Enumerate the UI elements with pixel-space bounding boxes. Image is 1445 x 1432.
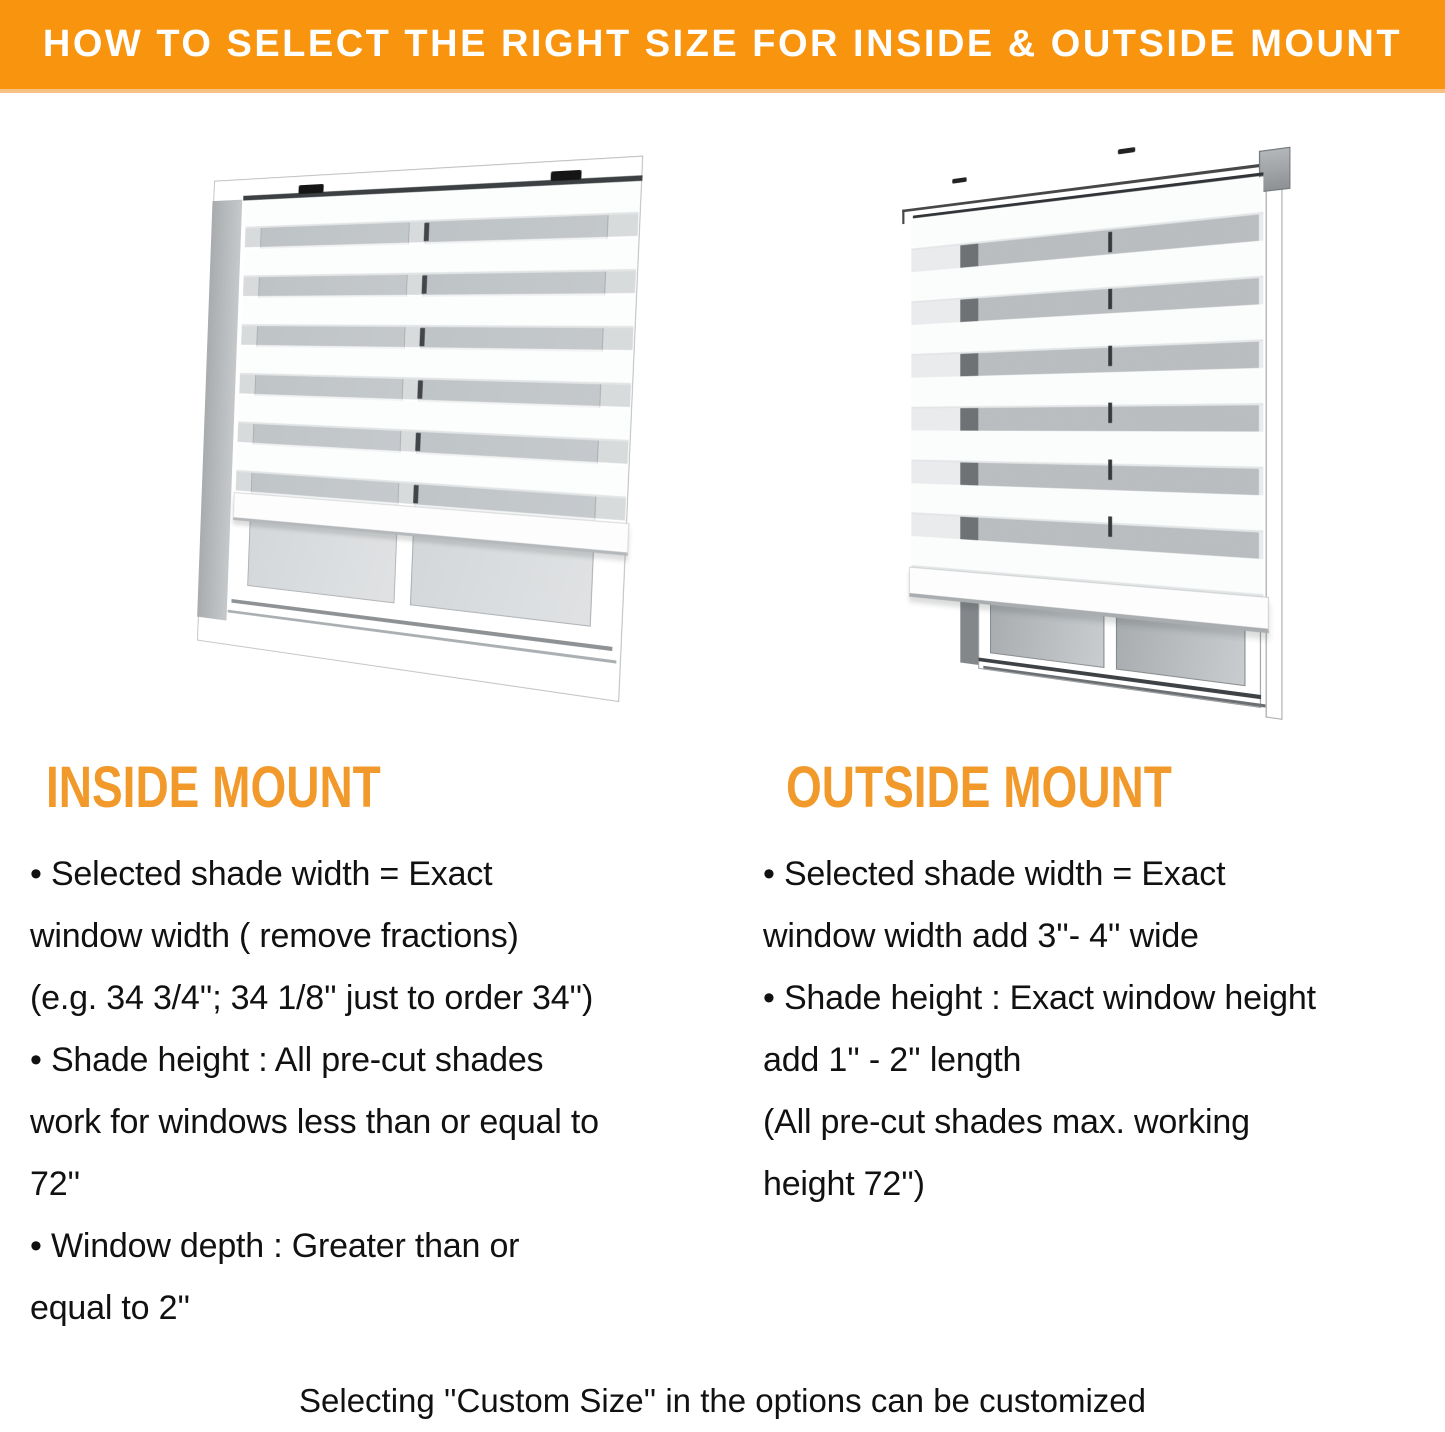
bullet-line: window width add 3''- 4'' wide (763, 917, 1199, 955)
screw-icon (1118, 147, 1136, 155)
bullet-line: • Selected shade width = Exact (763, 855, 1226, 893)
bullet-line: • Shade height : All pre-cut shades (30, 1041, 544, 1079)
window-side-trim (1266, 163, 1283, 720)
inside-mount-heading: INSIDE MOUNT (46, 753, 381, 820)
bullet-line: • Shade height : Exact window height (763, 979, 1316, 1017)
bullet-line: add 1'' - 2'' length (763, 1041, 1022, 1079)
sheer-band-jamb-shadow (960, 211, 978, 540)
outside-mount-window (911, 114, 1286, 736)
mount-bracket-icon (298, 184, 323, 194)
bullet-line: • Window depth : Greater than or (30, 1227, 520, 1265)
wall-edge-tick (902, 209, 904, 224)
screw-icon (952, 177, 967, 184)
bullet-line: • Selected shade width = Exact (30, 855, 493, 893)
outside-mount-instructions (763, 843, 1316, 1215)
bullet-line: work for windows less than or equal to (30, 1103, 599, 1141)
shade-center-gap (1108, 195, 1112, 549)
bullet-line: window width ( remove fractions) (30, 917, 519, 955)
outside-mount-heading: OUTSIDE MOUNT (786, 753, 1172, 820)
banner (0, 0, 1445, 93)
bullet-line: (All pre-cut shades max. working (763, 1103, 1250, 1141)
bullet-line: equal to 2'' (30, 1289, 190, 1327)
zebra-shade (911, 177, 1263, 638)
outside-mount-illustration (845, 130, 1325, 745)
inside-mount-window (197, 155, 643, 702)
bullet-line: (e.g. 34 3/4''; 34 1/8'' just to order 34'') (30, 979, 594, 1017)
bullet-line: 72'' (30, 1165, 81, 1203)
inside-mount-illustration (150, 145, 650, 725)
banner-title: HOW TO SELECT THE RIGHT SIZE FOR INSIDE & OUTSIDE MOUNT (42, 23, 1403, 65)
inside-mount-instructions (30, 843, 599, 1339)
trim-cap (1259, 147, 1291, 193)
mount-bracket-icon (551, 170, 582, 181)
bullet-line: height 72'') (763, 1165, 925, 1203)
shade-center-gap (413, 191, 431, 506)
custom-size-note: Selecting ''Custom Size'' in the options can be customized (299, 1382, 1146, 1419)
sheer-band-window-shadow (978, 177, 1259, 559)
